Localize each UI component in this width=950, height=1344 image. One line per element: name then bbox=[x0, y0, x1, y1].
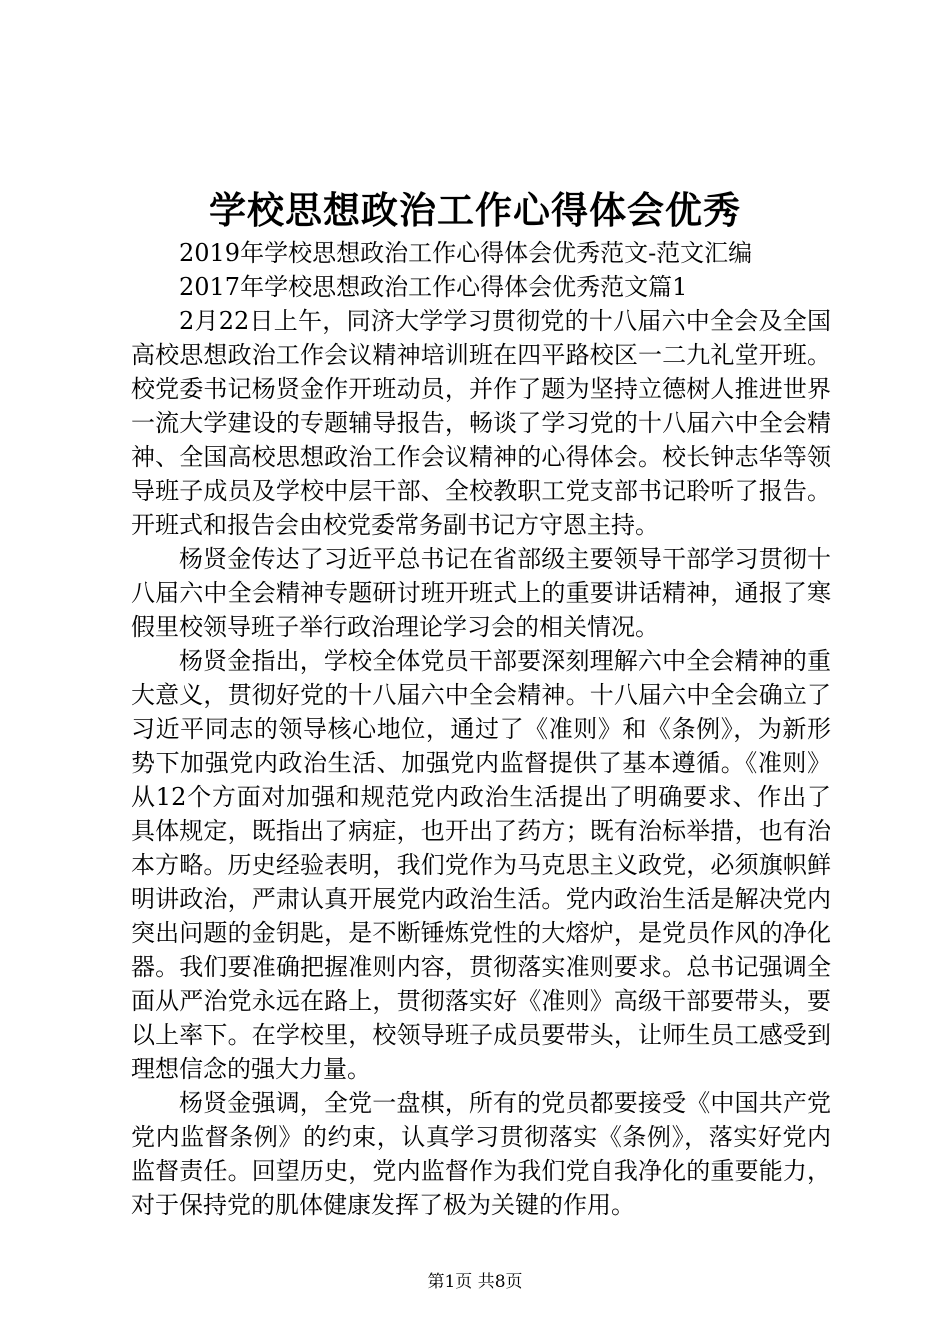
subtitle-line: 2019年学校思想政治工作心得体会优秀范文-范文汇编 bbox=[179, 239, 753, 267]
section-heading: 2017年学校思想政治工作心得体会优秀范文篇1 bbox=[179, 273, 688, 301]
document-title: 学校思想政治工作心得体会优秀 bbox=[209, 188, 741, 232]
body-paragraph: 杨贤金强调，全党一盘棋，所有的党员都要接受《中国共产党党内监督条例》的约束，认真学习贯彻落实《条例》，落实好党内监督责任。回望历史，党内监督作为我们党自我净化的重要能力，对于保持党的肌体健康发挥了极为关键的作用。 bbox=[131, 1089, 831, 1219]
body-paragraph: 杨贤金指出，学校全体党员干部要深刻理解六中全会精神的重大意义，贯彻好党的十八届六中全会精神。十八届六中全会确立了习近平同志的领导核心地位，通过了《准则》和《条例》，为新形势下加强党内政治生活、加强党内监督提供了基本遵循。《准则》从12个方面对加强和规范党内政治生活提出了明确要求、作出了具体规定，既指出了病症，也开出了药方；既有治标举措，也有治本方略。历史经验表明，我们党作为马克思主义政党，必须旗帜鲜明讲政治，严肃认真开展党内政治生活。党内政治生活是解决党内突出问题的金钥匙，是不断锤炼党性的大熔炉，是党员作风的净化器。我们要准确把握准则内容，贯彻落实准则要求。总书记强调全面从严治党永远在路上，贯彻落实好《准则》高级干部要带头，要以上率下。在学校里，校领导班子成员要带头，让师生员工感受到理想信念的强大力量。 bbox=[131, 647, 831, 1083]
page-footer: 第1页 共8页 bbox=[427, 1272, 523, 1292]
document-body bbox=[131, 236, 831, 1222]
body-paragraph: 2月22日上午，同济大学学习贯彻党的十八届六中全会及全国高校思想政治工作会议精神培训班在四平路校区一二九礼堂开班。校党委书记杨贤金作开班动员，并作了题为坚持立德树人推进世界一流大学建设的专题辅导报告，畅谈了学习党的十八届六中全会精神、全国高校思想政治工作会议精神的心得体会。校长钟志华等领导班子成员及学校中层干部、全校教职工党支部书记聆听了报告。开班式和报告会由校党委常务副书记方守恩主持。 bbox=[131, 307, 831, 539]
body-paragraph: 杨贤金传达了习近平总书记在省部级主要领导干部学习贯彻十八届六中全会精神专题研讨班开班式上的重要讲话精神，通报了寒假里校领导班子举行政治理论学习会的相关情况。 bbox=[131, 545, 831, 641]
